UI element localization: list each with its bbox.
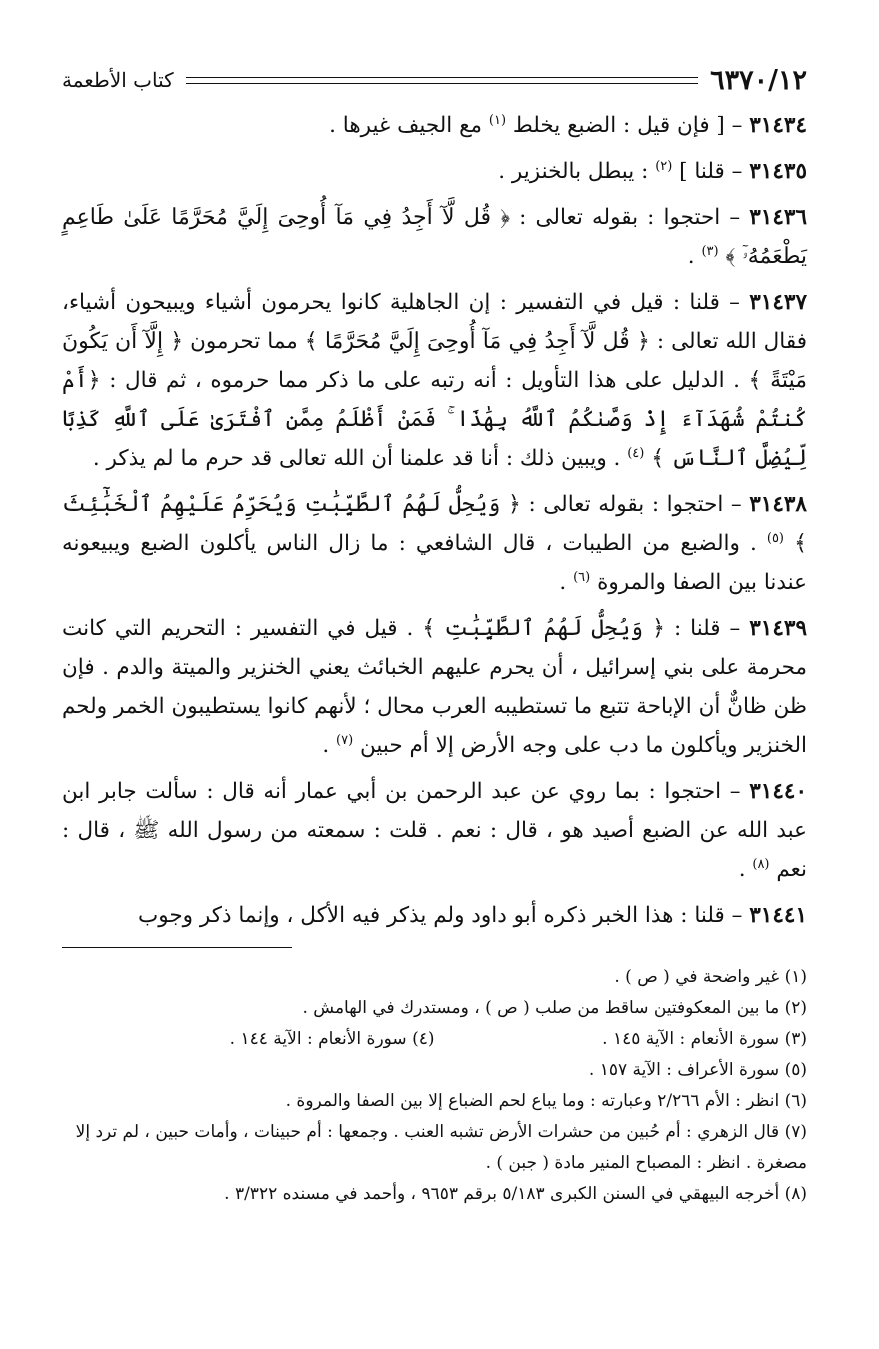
header-rule: [186, 77, 698, 84]
paragraph-number: ٣١٤٣٧: [749, 290, 807, 315]
footnote-ref[interactable]: (٢): [655, 158, 673, 174]
quran-verse: ﴿ وَيُحِلُّ لَهُمُ ٱلطَّيِّبَٰتِ وَيُحَرِّمُ عَلَيْهِمُ ٱلْخَبَٰٓئِثَ ﴾: [62, 492, 807, 556]
paragraph-text: . الدليل على هذا التأويل : أنه رتبه على ما ذكر مما حرموه ، ثم قال :: [100, 368, 749, 393]
paragraph-31436: [62, 198, 807, 276]
quran-verse: ﴿أَمْ كُنتُمْ شُهَدَآءَ إِذْ وَصَّىٰكُمُ ٱللَّهُ بِهَٰذَا ۚ فَمَنْ أَظْلَمُ مِمَّنِ ٱفْتَرَىٰ عَلَى ٱللَّهِ كَذِبًا لِّيُضِلَّ ٱلنَّاسَ ﴾: [62, 368, 807, 471]
paragraph-number: ٣١٤٣٦: [749, 205, 807, 230]
quran-verse: ﴿ قُل لَّآ أَجِدُ فِي مَآ أُوحِىَ إِلَيَّ مُحَرَّمًا ﴾: [304, 329, 650, 354]
paragraph-text: – احتجوا : بما روي عن عبد الرحمن بن أبي عمار أنه قال : سألت جابر ابن عبد الله عن الضبع أصيد هو ، قال : نعم . قلت : سمعته من رسول الله ﷺ ، قال : نعم: [62, 779, 807, 882]
paragraph-text: – قلنا : هذا الخبر ذكره أبو داود ولم يذكر فيه الأكل ، وإنما ذكر وجوب: [138, 903, 750, 928]
footnote-ref[interactable]: (٧): [336, 732, 354, 748]
footnote-3: (٣) سورة الأنعام : الآية ١٤٥ .: [602, 1029, 807, 1049]
paragraph-text: : يبطل بالخنزير .: [498, 159, 656, 184]
paragraph-31441: [62, 896, 807, 935]
paragraph-number: ٣١٤٣٩: [749, 616, 807, 641]
paragraph-text: .: [687, 244, 702, 269]
paragraph-31434: [62, 106, 807, 145]
paragraph-text: – قلنا ]: [672, 159, 750, 184]
footnote-ref[interactable]: (٨): [752, 856, 770, 872]
footnote-4: (٤) سورة الأنعام : الآية ١٤٤ .: [229, 1029, 435, 1049]
paragraph-text: . قيل في التفسير : التحريم التي كانت محرمة على بني إسرائيل ، أن يحرم عليهم الخبائث يعني الخنزير والميتة والدم . فإن ظن ظانٌّ أن الإباحة تتبع ما تستطيبه العرب محال ؛ لأنهم كانوا يستطيبون الخمر ولحم الخنزير ويأكلون ما دب على وجه الأرض إلا أم حبين: [62, 616, 807, 758]
paragraph-text: . ويبين ذلك : أنا قد علمنا أن الله تعالى قد حرم ما لم يذكر .: [92, 446, 628, 471]
paragraph-31440: [62, 772, 807, 889]
footnote-5: (٥) سورة الأعراف : الآية ١٥٧ .: [588, 1060, 807, 1080]
paragraph-text: .: [559, 570, 574, 595]
footnote-6: (٦) انظر : الأم ٢/٢٦٦ وعبارته : وما يباع لحم الضباع إلا بين الصفا والمروة .: [285, 1091, 807, 1111]
footnotes: [62, 962, 807, 1210]
page-reference: ٦٣٧٠/١٢: [710, 64, 807, 96]
main-text: [62, 106, 807, 935]
quran-verse: ﴿ إِلَّآ أَن يَكُونَ مَيْتَةً ﴾: [62, 329, 807, 393]
paragraph-text: .: [322, 733, 337, 758]
footnote-ref[interactable]: (١): [488, 112, 507, 128]
paragraph-31435: [62, 152, 807, 191]
paragraph-31438: [62, 485, 807, 602]
footnote-ref[interactable]: (٤): [627, 445, 645, 461]
book-title: كتاب الأطعمة: [62, 68, 174, 92]
footnote-ref[interactable]: (٥): [766, 530, 784, 546]
paragraph-text: – احتجوا : بقوله تعالى :: [520, 492, 750, 517]
paragraph-text: مما تحرمون: [183, 329, 305, 354]
paragraph-number: ٣١٤٣٨: [749, 492, 807, 517]
footnote-7: (٧) قال الزهري : أم حُبين من حشرات الأرض تشبه العنب . وجمعها : أم حبينات ، وأمات حبين ، لم ترد إلا مصغرة . انظر : المصباح المنير مادة ( جبن ) .: [75, 1122, 807, 1173]
paragraph-number: ٣١٤٣٥: [749, 159, 807, 184]
paragraph-text: – قلنا : قيل في التفسير : إن الجاهلية كانوا يحرمون أشياء ويبيحون أشياء، فقال الله تعالى :: [62, 290, 808, 354]
footnote-2: (٢) ما بين المعكوفتين ساقط من صلب ( ص ) ، ومستدرك في الهامش .: [302, 998, 807, 1018]
footnote-1: (١) غير واضحة في ( ص ) .: [614, 967, 807, 987]
paragraph-text: . والضبع من الطيبات ، قال الشافعي : ما زال الناس يأكلون الضبع ويبيعونه عندنا بين الصفا والمروة: [62, 531, 807, 595]
paragraph-text: مع الجيف غيرها .: [329, 113, 489, 138]
paragraph-text: .: [738, 857, 753, 882]
footnote-8: (٨) أخرجه البيهقي في السنن الكبرى ٥/١٨٣ برقم ٩٦٥٣ ، وأحمد في مسنده ٣/٣٢٢ .: [224, 1184, 807, 1204]
paragraph-text: – احتجوا : بقوله تعالى :: [510, 205, 750, 230]
footnote-ref[interactable]: (٣): [701, 243, 719, 259]
page-header: [62, 60, 807, 100]
footnote-separator: [62, 947, 292, 948]
quran-verse: ﴿ وَيُحِلُّ لَهُمُ ٱلطَّيِّبَٰتِ ﴾: [422, 616, 665, 641]
paragraph-text: – [ فإن قيل : الضبع يخلط: [506, 113, 750, 138]
paragraph-number: ٣١٤٤٠: [749, 779, 807, 804]
paragraph-text: – قلنا :: [664, 616, 750, 641]
paragraph-number: ٣١٤٤١: [749, 903, 807, 928]
footnote-row: [62, 1024, 807, 1055]
paragraph-31439: [62, 609, 807, 765]
paragraph-31437: [62, 283, 807, 478]
quran-verse: ﴿ قُل لَّآ أَجِدُ فِي مَآ أُوحِىَ إِلَيَّ مُحَرَّمًا عَلَىٰ طَاعِمٍ يَطْعَمُهُۥٓ ﴾: [62, 205, 807, 269]
paragraph-number: ٣١٤٣٤: [749, 113, 807, 138]
footnote-ref[interactable]: (٦): [573, 569, 591, 585]
